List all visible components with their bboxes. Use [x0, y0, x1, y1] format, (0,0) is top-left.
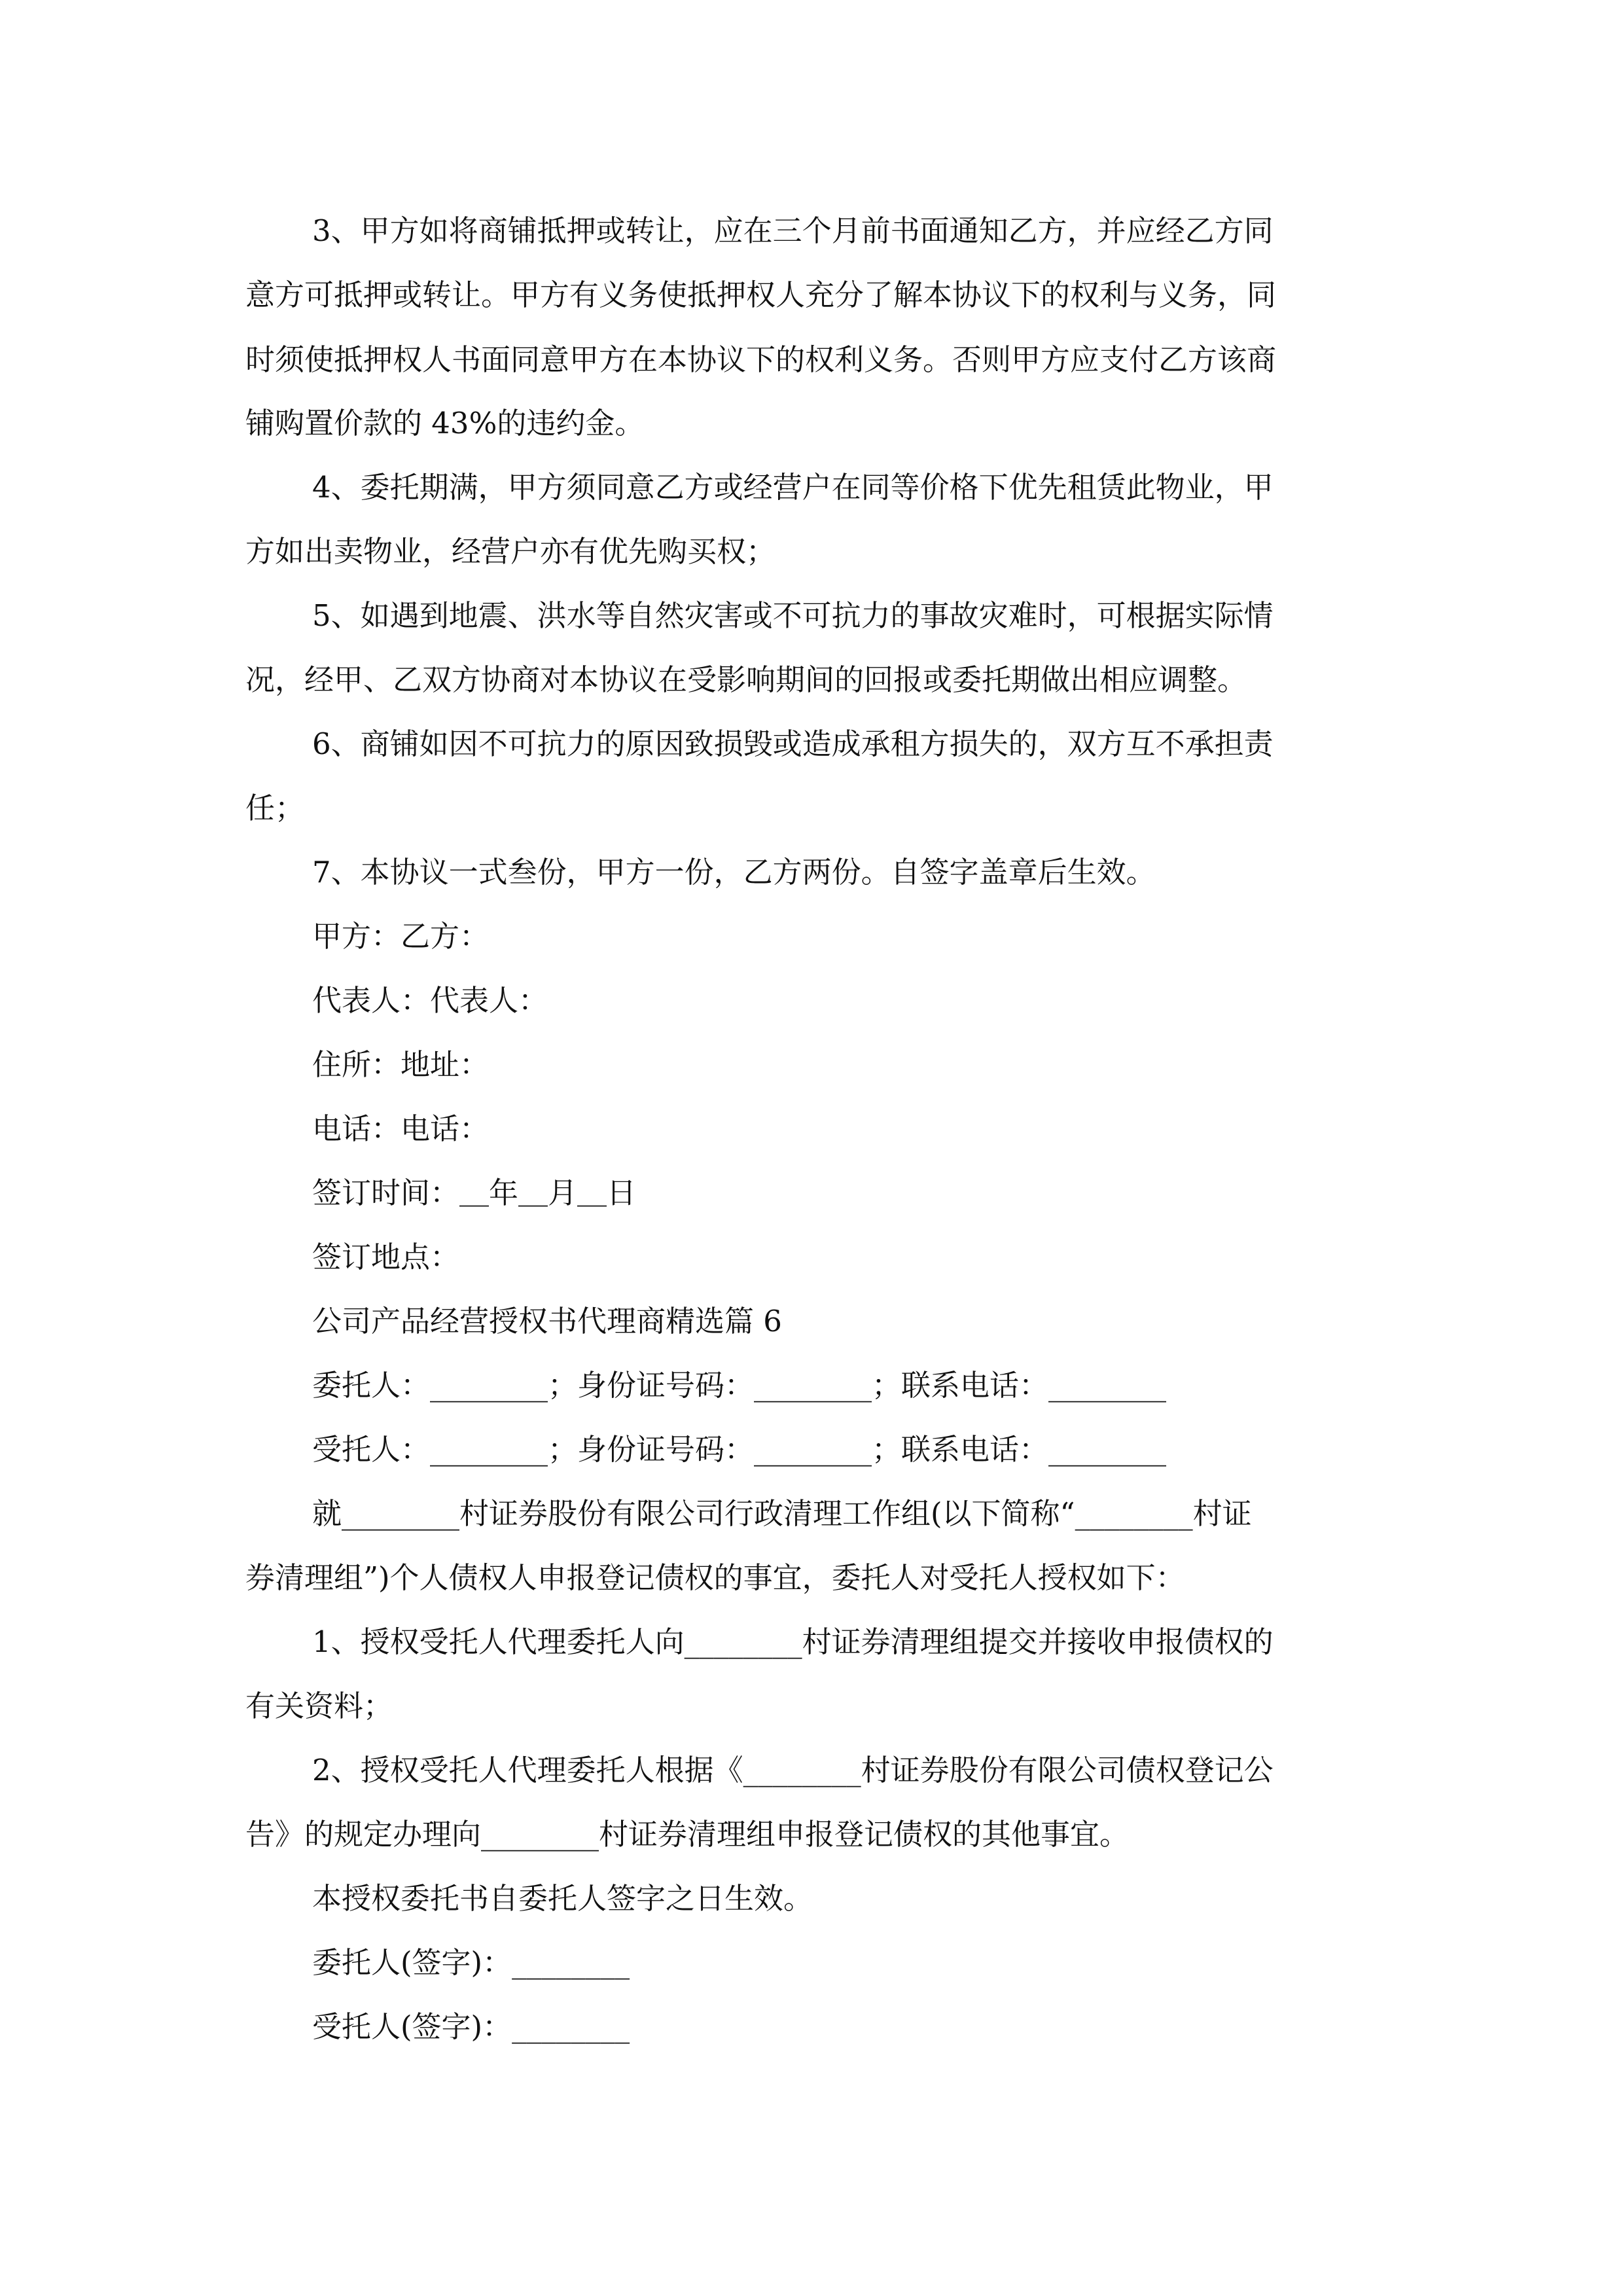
clause-5-line-2: 况，经甲、乙双方协商对本协议在受影响期间的回报或委托期做出相应调整。 [245, 662, 1247, 697]
item-2-line-2: 告》的规定办理向________村证券清理组申报登记债权的其他事宜。 [245, 1817, 1130, 1852]
signature-place: 签订地点： [312, 1240, 460, 1274]
clause-5-line-1: 5、如遇到地震、洪水等自然灾害或不可抗力的事故灾难时，可根据实际情 [312, 598, 1274, 633]
clause-3-line-1: 3、甲方如将商铺抵押或转让，应在三个月前书面通知乙方，并应经乙方同 [312, 213, 1274, 248]
grantor-signature: 委托人(签字)：________ [312, 1945, 630, 1980]
clause-4-line-2: 方如出卖物业，经营户亦有优先购买权； [245, 534, 776, 569]
signature-phone: 电话：电话： [312, 1111, 490, 1146]
item-1-line-2: 有关资料； [245, 1689, 393, 1723]
clause-6-line-2: 任； [245, 791, 305, 825]
intro-line-2: 券清理组”)个人债权人申报登记债权的事宜，委托人对受托人授权如下： [245, 1560, 1185, 1595]
clause-3-line-4: 铺购置价款的 43%的违约金。 [245, 406, 645, 440]
signature-date: 签订时间：＿年＿月＿日 [312, 1175, 637, 1210]
intro-line-1: 就________村证券股份有限公司行政清理工作组(以下简称“________村证 [312, 1496, 1252, 1531]
effective-statement: 本授权委托书自委托人签字之日生效。 [312, 1881, 813, 1916]
grantor-line: 委托人：________；身份证号码：________；联系电话：________ [312, 1368, 1167, 1403]
signature-address: 住所：地址： [312, 1047, 490, 1082]
item-1-line-1: 1、授权受托人代理委托人向________村证券清理组提交并接收申报债权的 [312, 1624, 1274, 1659]
clause-4-line-1: 4、委托期满，甲方须同意乙方或经营户在同等价格下优先租赁此物业，甲 [312, 470, 1274, 505]
signature-parties: 甲方：乙方： [312, 919, 490, 954]
grantee-line: 受托人：________；身份证号码：________；联系电话：________ [312, 1432, 1167, 1467]
clause-6-line-1: 6、商铺如因不可抗力的原因致损毁或造成承租方损失的，双方互不承担责 [312, 726, 1274, 761]
grantee-signature: 受托人(签字)：________ [312, 2009, 630, 2044]
section-6-title: 公司产品经营授权书代理商精选篇 6 [312, 1304, 782, 1338]
clause-3-line-2: 意方可抵押或转让。甲方有义务使抵押权人充分了解本协议下的权利与义务，同 [245, 278, 1277, 312]
item-2-line-1: 2、授权受托人代理委托人根据《________村证券股份有限公司债权登记公 [312, 1753, 1274, 1787]
signature-representatives: 代表人：代表人： [312, 983, 548, 1018]
clause-7: 7、本协议一式叁份，甲方一份，乙方两份。自签字盖章后生效。 [312, 855, 1156, 889]
clause-3-line-3: 时须使抵押权人书面同意甲方在本协议下的权利义务。否则甲方应支付乙方该商 [245, 342, 1277, 377]
